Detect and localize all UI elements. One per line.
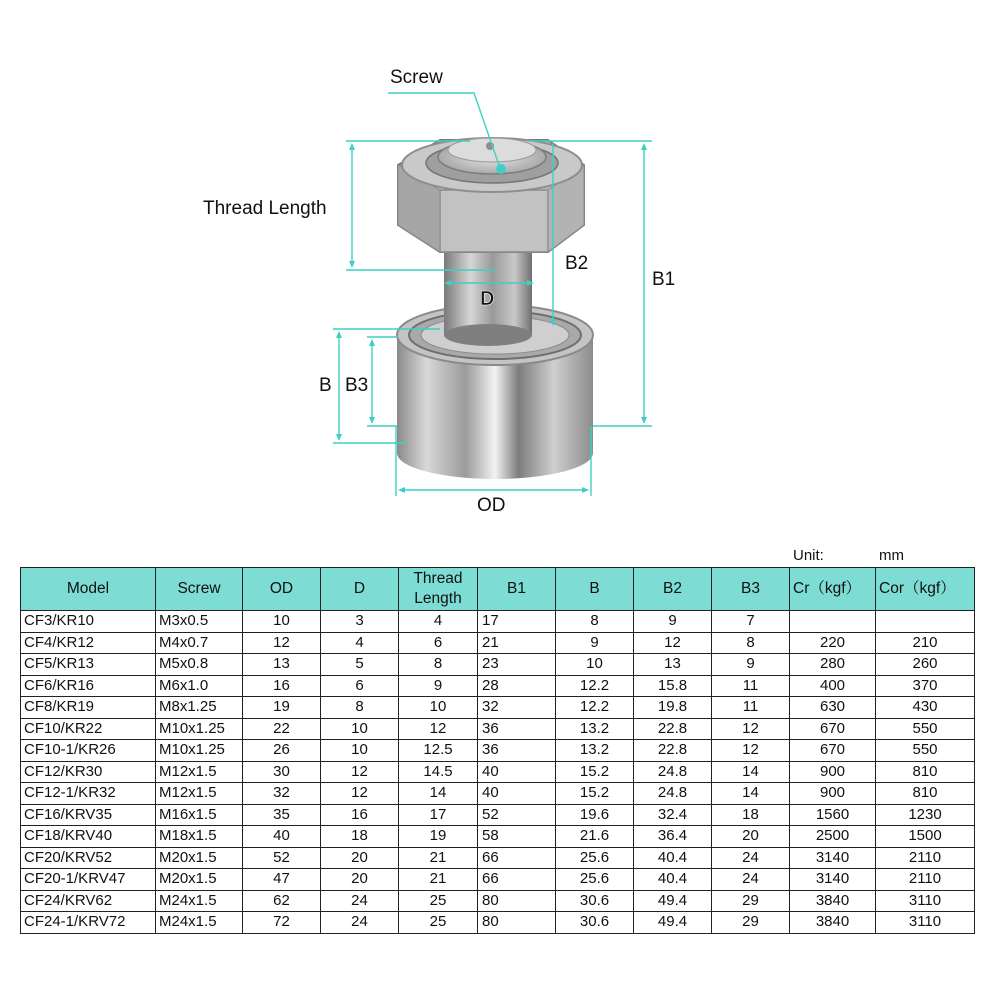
b3-label: B3: [345, 375, 369, 396]
cell-model: CF16/KRV35: [21, 804, 156, 826]
cell-model: CF12/KR30: [21, 761, 156, 783]
cell-b: 25.6: [556, 869, 634, 891]
cell-d: 6: [321, 675, 399, 697]
cell-b3: 9: [712, 654, 790, 676]
cell-b1: 58: [478, 826, 556, 848]
cell-screw: M18x1.5: [156, 826, 243, 848]
cell-thread-length: 14.5: [399, 761, 478, 783]
cell-b1: 66: [478, 869, 556, 891]
header-cor: Cor（kgf）: [876, 568, 975, 611]
cell-d: 24: [321, 890, 399, 912]
table-row: [21, 611, 975, 633]
cell-b: 9: [556, 632, 634, 654]
cell-thread-length: 6: [399, 632, 478, 654]
cell-model: CF20-1/KRV47: [21, 869, 156, 891]
cell-b2: 49.4: [634, 890, 712, 912]
table-row: [21, 697, 975, 719]
cell-thread-length: 21: [399, 869, 478, 891]
cell-thread-length: 12: [399, 718, 478, 740]
cell-model: CF24-1/KRV72: [21, 912, 156, 934]
cell-b1: 40: [478, 761, 556, 783]
header-d: D: [321, 568, 399, 611]
cell-screw: M6x1.0: [156, 675, 243, 697]
cell-screw: M8x1.25: [156, 697, 243, 719]
cell-d: 12: [321, 783, 399, 805]
cell-b: 10: [556, 654, 634, 676]
cell-b3: 8: [712, 632, 790, 654]
cell-b2: 12: [634, 632, 712, 654]
cell-b1: 80: [478, 912, 556, 934]
cell-cor: 810: [876, 783, 975, 805]
cell-thread-length: 19: [399, 826, 478, 848]
cell-b1: 23: [478, 654, 556, 676]
table-body: [21, 611, 975, 934]
cell-d: 20: [321, 847, 399, 869]
cell-b1: 17: [478, 611, 556, 633]
cell-cr: 1560: [790, 804, 876, 826]
cell-b3: 14: [712, 761, 790, 783]
cell-b2: 9: [634, 611, 712, 633]
cell-od: 26: [243, 740, 321, 762]
cell-b3: 20: [712, 826, 790, 848]
cell-model: CF4/KR12: [21, 632, 156, 654]
cell-b3: 29: [712, 912, 790, 934]
cell-model: CF5/KR13: [21, 654, 156, 676]
header-model: Model: [21, 568, 156, 611]
cell-cor: 3110: [876, 890, 975, 912]
cell-model: CF20/KRV52: [21, 847, 156, 869]
hex-nut: [398, 138, 584, 252]
cell-b: 21.6: [556, 826, 634, 848]
cell-screw: M24x1.5: [156, 890, 243, 912]
cell-d: 18: [321, 826, 399, 848]
cell-cr: 670: [790, 740, 876, 762]
cell-screw: M10x1.25: [156, 718, 243, 740]
cell-od: 30: [243, 761, 321, 783]
b2-label: B2: [565, 253, 589, 274]
cell-b1: 32: [478, 697, 556, 719]
cell-b3: 12: [712, 718, 790, 740]
table-row: [21, 826, 975, 848]
cell-cr: 280: [790, 654, 876, 676]
cell-cor: 210: [876, 632, 975, 654]
cell-cor: 2110: [876, 847, 975, 869]
header-cr: Cr（kgf）: [790, 568, 876, 611]
cell-d: 24: [321, 912, 399, 934]
cell-b2: 19.8: [634, 697, 712, 719]
cell-b1: 28: [478, 675, 556, 697]
cell-cor: 810: [876, 761, 975, 783]
cell-model: CF10-1/KR26: [21, 740, 156, 762]
b1-label: B1: [652, 269, 676, 290]
cell-thread-length: 12.5: [399, 740, 478, 762]
table-row: [21, 718, 975, 740]
table-row: [21, 675, 975, 697]
cell-cr: 3140: [790, 869, 876, 891]
cell-screw: M5x0.8: [156, 654, 243, 676]
cell-cr: 900: [790, 783, 876, 805]
cell-b: 13.2: [556, 740, 634, 762]
cell-model: CF10/KR22: [21, 718, 156, 740]
cell-b: 19.6: [556, 804, 634, 826]
table-row: [21, 912, 975, 934]
cell-b2: 40.4: [634, 869, 712, 891]
cell-cor: 1500: [876, 826, 975, 848]
unit-value: mm: [879, 547, 904, 564]
cell-od: 16: [243, 675, 321, 697]
cell-d: 4: [321, 632, 399, 654]
cell-b2: 22.8: [634, 718, 712, 740]
cell-b: 25.6: [556, 847, 634, 869]
cell-screw: M24x1.5: [156, 912, 243, 934]
cell-screw: M20x1.5: [156, 869, 243, 891]
table-row: [21, 869, 975, 891]
header-b3: B3: [712, 568, 790, 611]
cell-b: 30.6: [556, 890, 634, 912]
cell-d: 20: [321, 869, 399, 891]
cell-od: 62: [243, 890, 321, 912]
cell-model: CF18/KRV40: [21, 826, 156, 848]
cell-cor: 370: [876, 675, 975, 697]
d-label: D: [480, 288, 495, 310]
cell-thread-length: 8: [399, 654, 478, 676]
header-thread-length: [399, 568, 478, 611]
cell-b2: 13: [634, 654, 712, 676]
screw-label: Screw: [390, 67, 443, 88]
cell-model: CF24/KRV62: [21, 890, 156, 912]
table-row: [21, 654, 975, 676]
cell-b3: 24: [712, 847, 790, 869]
unit-label: Unit:: [793, 547, 824, 564]
table-row: [21, 890, 975, 912]
cell-b3: 7: [712, 611, 790, 633]
cell-b: 15.2: [556, 761, 634, 783]
cell-b1: 40: [478, 783, 556, 805]
cell-od: 19: [243, 697, 321, 719]
od-label: OD: [477, 495, 506, 516]
cell-od: 52: [243, 847, 321, 869]
cell-cor: [876, 611, 975, 633]
cell-b2: 40.4: [634, 847, 712, 869]
table-row: [21, 804, 975, 826]
cell-b1: 36: [478, 718, 556, 740]
cell-cor: 3110: [876, 912, 975, 934]
cell-b3: 14: [712, 783, 790, 805]
cell-od: 40: [243, 826, 321, 848]
cell-b: 15.2: [556, 783, 634, 805]
cell-screw: M20x1.5: [156, 847, 243, 869]
cell-b3: 11: [712, 675, 790, 697]
cell-od: 47: [243, 869, 321, 891]
cell-b: 13.2: [556, 718, 634, 740]
thread-length-label: Thread Length: [203, 198, 327, 219]
table-row: [21, 847, 975, 869]
cell-screw: M16x1.5: [156, 804, 243, 826]
cell-b: 12.2: [556, 697, 634, 719]
cell-model: CF3/KR10: [21, 611, 156, 633]
cell-b1: 66: [478, 847, 556, 869]
cell-cr: 400: [790, 675, 876, 697]
cell-b2: 49.4: [634, 912, 712, 934]
cell-d: 3: [321, 611, 399, 633]
cell-screw: M12x1.5: [156, 761, 243, 783]
cell-model: CF8/KR19: [21, 697, 156, 719]
cell-od: 13: [243, 654, 321, 676]
cell-b2: 36.4: [634, 826, 712, 848]
table-header-row: [21, 568, 975, 611]
cell-d: 10: [321, 740, 399, 762]
cell-cr: 630: [790, 697, 876, 719]
cell-thread-length: 25: [399, 890, 478, 912]
cell-b3: 11: [712, 697, 790, 719]
cell-screw: M12x1.5: [156, 783, 243, 805]
cell-cr: 3840: [790, 890, 876, 912]
cell-thread-length: 21: [399, 847, 478, 869]
cell-thread-length: 4: [399, 611, 478, 633]
table-row: [21, 740, 975, 762]
cell-b1: 36: [478, 740, 556, 762]
cell-b3: 24: [712, 869, 790, 891]
cell-screw: M3x0.5: [156, 611, 243, 633]
header-screw: Screw: [156, 568, 243, 611]
cell-cr: 3840: [790, 912, 876, 934]
cell-thread-length: 10: [399, 697, 478, 719]
cell-b3: 12: [712, 740, 790, 762]
cell-cr: 2500: [790, 826, 876, 848]
cell-thread-length: 9: [399, 675, 478, 697]
cell-b: 8: [556, 611, 634, 633]
header-b: B: [556, 568, 634, 611]
cell-b2: 24.8: [634, 783, 712, 805]
cell-b1: 21: [478, 632, 556, 654]
cell-cor: 2110: [876, 869, 975, 891]
cell-d: 8: [321, 697, 399, 719]
header-b1: B1: [478, 568, 556, 611]
header-thread-line2: Length: [414, 590, 462, 607]
cell-cr: 670: [790, 718, 876, 740]
cell-screw: M4x0.7: [156, 632, 243, 654]
cell-od: 35: [243, 804, 321, 826]
cell-b3: 29: [712, 890, 790, 912]
cell-d: 16: [321, 804, 399, 826]
cell-b2: 32.4: [634, 804, 712, 826]
header-b2: B2: [634, 568, 712, 611]
cell-b: 12.2: [556, 675, 634, 697]
cell-cor: 1230: [876, 804, 975, 826]
cell-d: 12: [321, 761, 399, 783]
spec-table: [20, 567, 975, 934]
header-thread-line1: Thread: [413, 570, 463, 587]
cell-b: 30.6: [556, 912, 634, 934]
cell-b3: 18: [712, 804, 790, 826]
cell-od: 32: [243, 783, 321, 805]
cell-cor: 550: [876, 740, 975, 762]
cell-od: 72: [243, 912, 321, 934]
cell-model: CF12-1/KR32: [21, 783, 156, 805]
cell-od: 22: [243, 718, 321, 740]
b-label: B: [319, 375, 332, 396]
cell-b2: 24.8: [634, 761, 712, 783]
table-row: [21, 783, 975, 805]
table-row: [21, 761, 975, 783]
cell-cor: 550: [876, 718, 975, 740]
cell-d: 5: [321, 654, 399, 676]
cell-cr: 220: [790, 632, 876, 654]
cell-cor: 430: [876, 697, 975, 719]
cell-b1: 52: [478, 804, 556, 826]
cell-cr: [790, 611, 876, 633]
table-row: [21, 632, 975, 654]
header-od: OD: [243, 568, 321, 611]
cell-b2: 15.8: [634, 675, 712, 697]
cell-cor: 260: [876, 654, 975, 676]
cell-model: CF6/KR16: [21, 675, 156, 697]
cell-b1: 80: [478, 890, 556, 912]
cell-od: 12: [243, 632, 321, 654]
cell-thread-length: 17: [399, 804, 478, 826]
cell-thread-length: 14: [399, 783, 478, 805]
cell-cr: 3140: [790, 847, 876, 869]
cell-thread-length: 25: [399, 912, 478, 934]
cell-cr: 900: [790, 761, 876, 783]
cell-d: 10: [321, 718, 399, 740]
cell-od: 10: [243, 611, 321, 633]
cell-b2: 22.8: [634, 740, 712, 762]
cell-screw: M10x1.25: [156, 740, 243, 762]
